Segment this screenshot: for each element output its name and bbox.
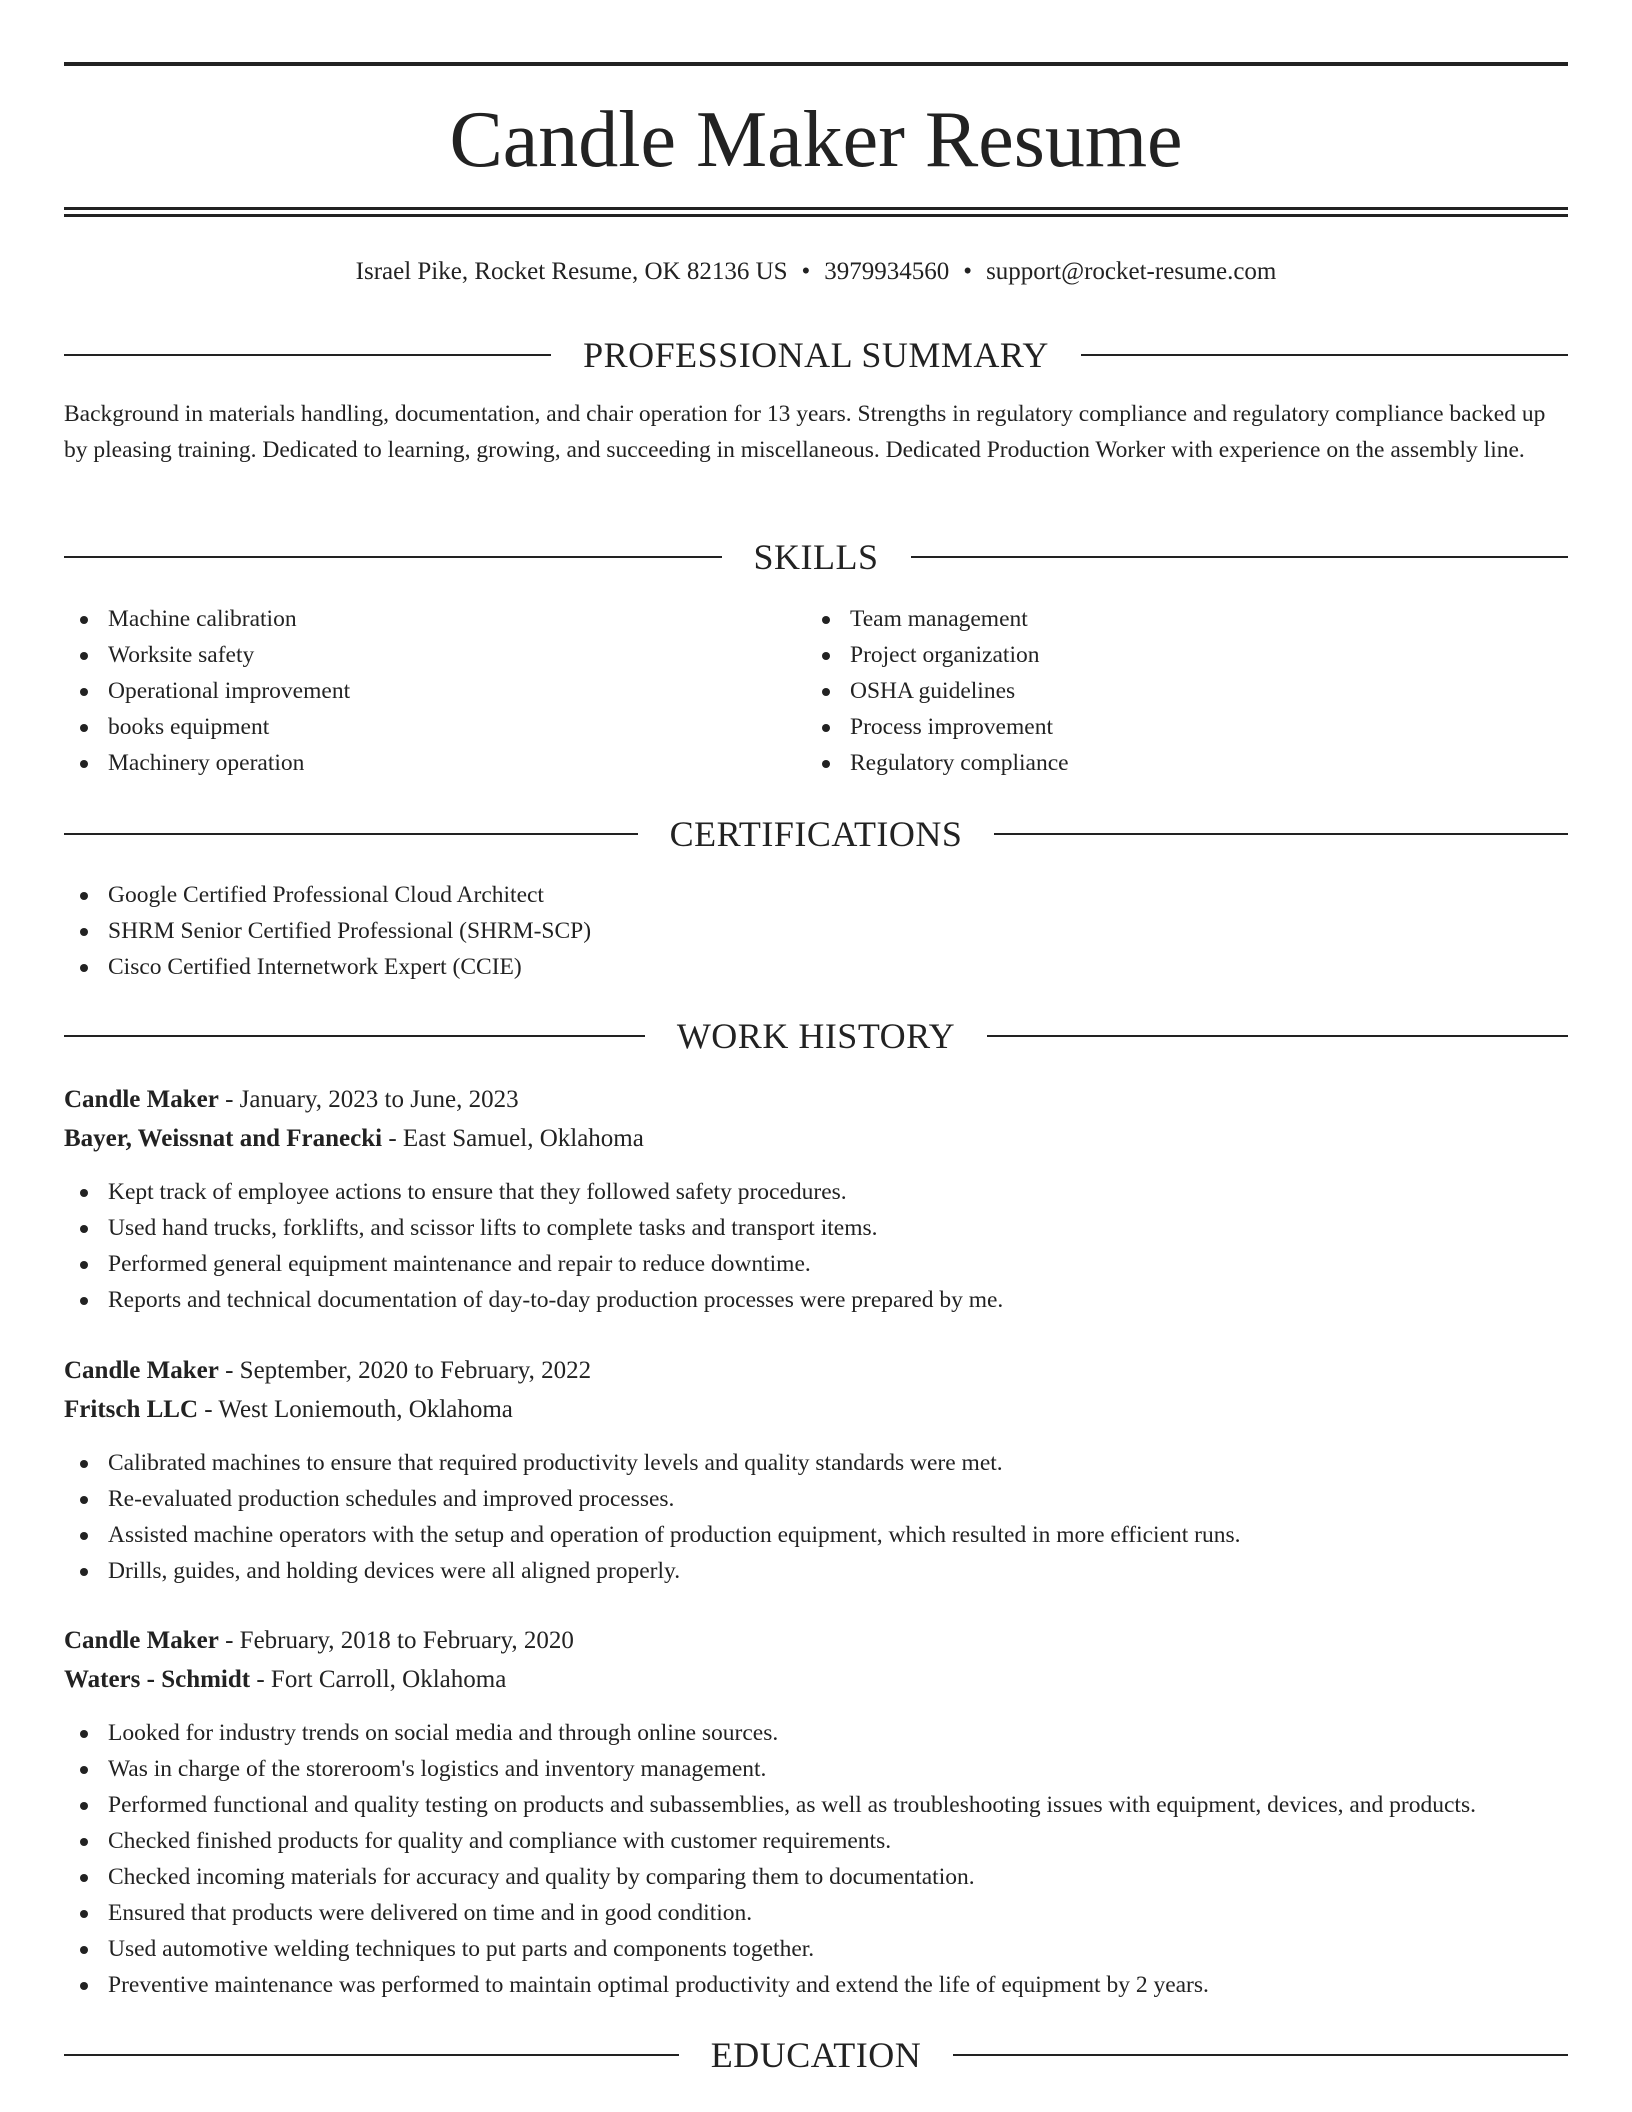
job-duties-list (64, 1445, 1241, 1589)
job-title: Candle Maker (64, 1086, 219, 1113)
job-duty: Calibrated machines to ensure that required productivity levels and quality standards were met. (64, 1445, 1241, 1481)
contact-separator: • (801, 258, 811, 285)
contact-email: support@rocket-resume.com (986, 258, 1277, 285)
job-duties-list (64, 1715, 1476, 2003)
heading-rule (64, 1035, 645, 1037)
contact-separator: • (963, 258, 973, 285)
header-rule-lower (64, 214, 1568, 217)
heading-rule (994, 833, 1568, 835)
job-duty: Re-evaluated production schedules and improved processes. (64, 1481, 1241, 1517)
heading-rule (64, 556, 722, 558)
job-title: Candle Maker (64, 1627, 219, 1654)
skills-list-left (64, 601, 350, 781)
job-duty: Checked finished products for quality and compliance with customer requirements. (64, 1823, 1476, 1859)
heading-rule (953, 2054, 1568, 2056)
job-location: - West Loniemouth, Oklahoma (198, 1396, 513, 1423)
job-duty: Ensured that products were delivered on time and in good condition. (64, 1895, 1476, 1931)
job-company-line (64, 1660, 506, 1700)
section-title: PROFESSIONAL SUMMARY (583, 335, 1049, 375)
job-duty: Looked for industry trends on social media and through online sources. (64, 1715, 1476, 1751)
skill-item: Team management (806, 601, 1069, 637)
heading-rule (64, 354, 551, 356)
skill-item: Operational improvement (64, 673, 350, 709)
section-heading-summary (64, 331, 1568, 379)
job-company: Waters - Schmidt (64, 1666, 251, 1693)
skill-item: Process improvement (806, 709, 1069, 745)
certification-item: Google Certified Professional Cloud Architect (64, 877, 591, 913)
job-duty: Performed functional and quality testing on products and subassemblies, as well as troubleshooting issues with equipment, devices, and products. (64, 1787, 1476, 1823)
section-heading-skills (64, 533, 1568, 581)
header-rule-upper (64, 207, 1568, 210)
job-duty: Performed general equipment maintenance and repair to reduce downtime. (64, 1246, 1003, 1282)
job-duty: Preventive maintenance was performed to maintain optimal productivity and extend the life of equipment by 2 years. (64, 1967, 1476, 2003)
job-duty: Kept track of employee actions to ensure that they followed safety procedures. (64, 1174, 1003, 1210)
job-duties-list (64, 1174, 1003, 1318)
skill-item: Machinery operation (64, 745, 350, 781)
job-dates: - February, 2018 to February, 2020 (218, 1627, 574, 1654)
certification-item: Cisco Certified Internetwork Expert (CCIE) (64, 949, 591, 985)
job-dates: - January, 2023 to June, 2023 (218, 1086, 519, 1113)
section-heading-certifications (64, 810, 1568, 858)
job-company: Fritsch LLC (64, 1396, 199, 1423)
section-title: WORK HISTORY (676, 1016, 956, 1056)
job-duty: Checked incoming materials for accuracy and quality by comparing them to documentation. (64, 1859, 1476, 1895)
job-duty: Used automotive welding techniques to put parts and components together. (64, 1931, 1476, 1967)
job-company: Bayer, Weissnat and Franecki (64, 1125, 383, 1152)
job-duty: Reports and technical documentation of day-to-day production processes were prepared by me. (64, 1282, 1003, 1318)
heading-rule (64, 833, 638, 835)
summary-paragraph: Background in materials handling, documentation, and chair operation for 13 years. Strengths in regulatory compliance and regulatory compliance backed up by pleasing training. Dedicated to learning, growing, and succeeding in miscellaneous. Dedicated Production Worker with experience on the assembly line. (64, 401, 1546, 463)
contact-line (64, 252, 1568, 292)
skill-item: OSHA guidelines (806, 673, 1069, 709)
heading-rule (987, 1035, 1568, 1037)
job-location: - East Samuel, Oklahoma (382, 1125, 644, 1152)
contact-phone: 3979934560 (824, 258, 950, 285)
heading-rule (911, 556, 1569, 558)
section-title: CERTIFICATIONS (669, 814, 963, 854)
section-heading-education (64, 2031, 1568, 2079)
skill-item: Machine calibration (64, 601, 350, 637)
job-dates: - September, 2020 to February, 2022 (218, 1357, 592, 1384)
skill-item: Project organization (806, 637, 1069, 673)
page-title: Candle Maker Resume (449, 96, 1183, 184)
section-title: SKILLS (753, 537, 879, 577)
job-title: Candle Maker (64, 1357, 219, 1384)
skill-item: Worksite safety (64, 637, 350, 673)
contact-address: Israel Pike, Rocket Resume, OK 82136 US (355, 258, 788, 285)
skill-item: books equipment (64, 709, 350, 745)
job-duty: Was in charge of the storeroom's logistics and inventory management. (64, 1751, 1476, 1787)
skill-item: Regulatory compliance (806, 745, 1069, 781)
header-top-rule (64, 62, 1568, 66)
job-company-line (64, 1119, 644, 1159)
job-duty: Assisted machine operators with the setup and operation of production equipment, which resulted in more efficient runs. (64, 1517, 1241, 1553)
job-title-line (64, 1351, 591, 1391)
heading-rule (64, 2054, 679, 2056)
job-duty: Used hand trucks, forklifts, and scissor lifts to complete tasks and transport items. (64, 1210, 1003, 1246)
section-heading-work-history (64, 1012, 1568, 1060)
heading-rule (1081, 354, 1568, 356)
job-location: - Fort Carroll, Oklahoma (250, 1666, 507, 1693)
job-company-line (64, 1390, 513, 1430)
certification-item: SHRM Senior Certified Professional (SHRM-SCP) (64, 913, 591, 949)
job-title-line (64, 1080, 519, 1120)
certifications-list (64, 877, 591, 985)
job-title-line (64, 1621, 574, 1661)
section-title: EDUCATION (710, 2035, 922, 2075)
job-duty: Drills, guides, and holding devices were all aligned properly. (64, 1553, 1241, 1589)
skills-list-right (806, 601, 1069, 781)
